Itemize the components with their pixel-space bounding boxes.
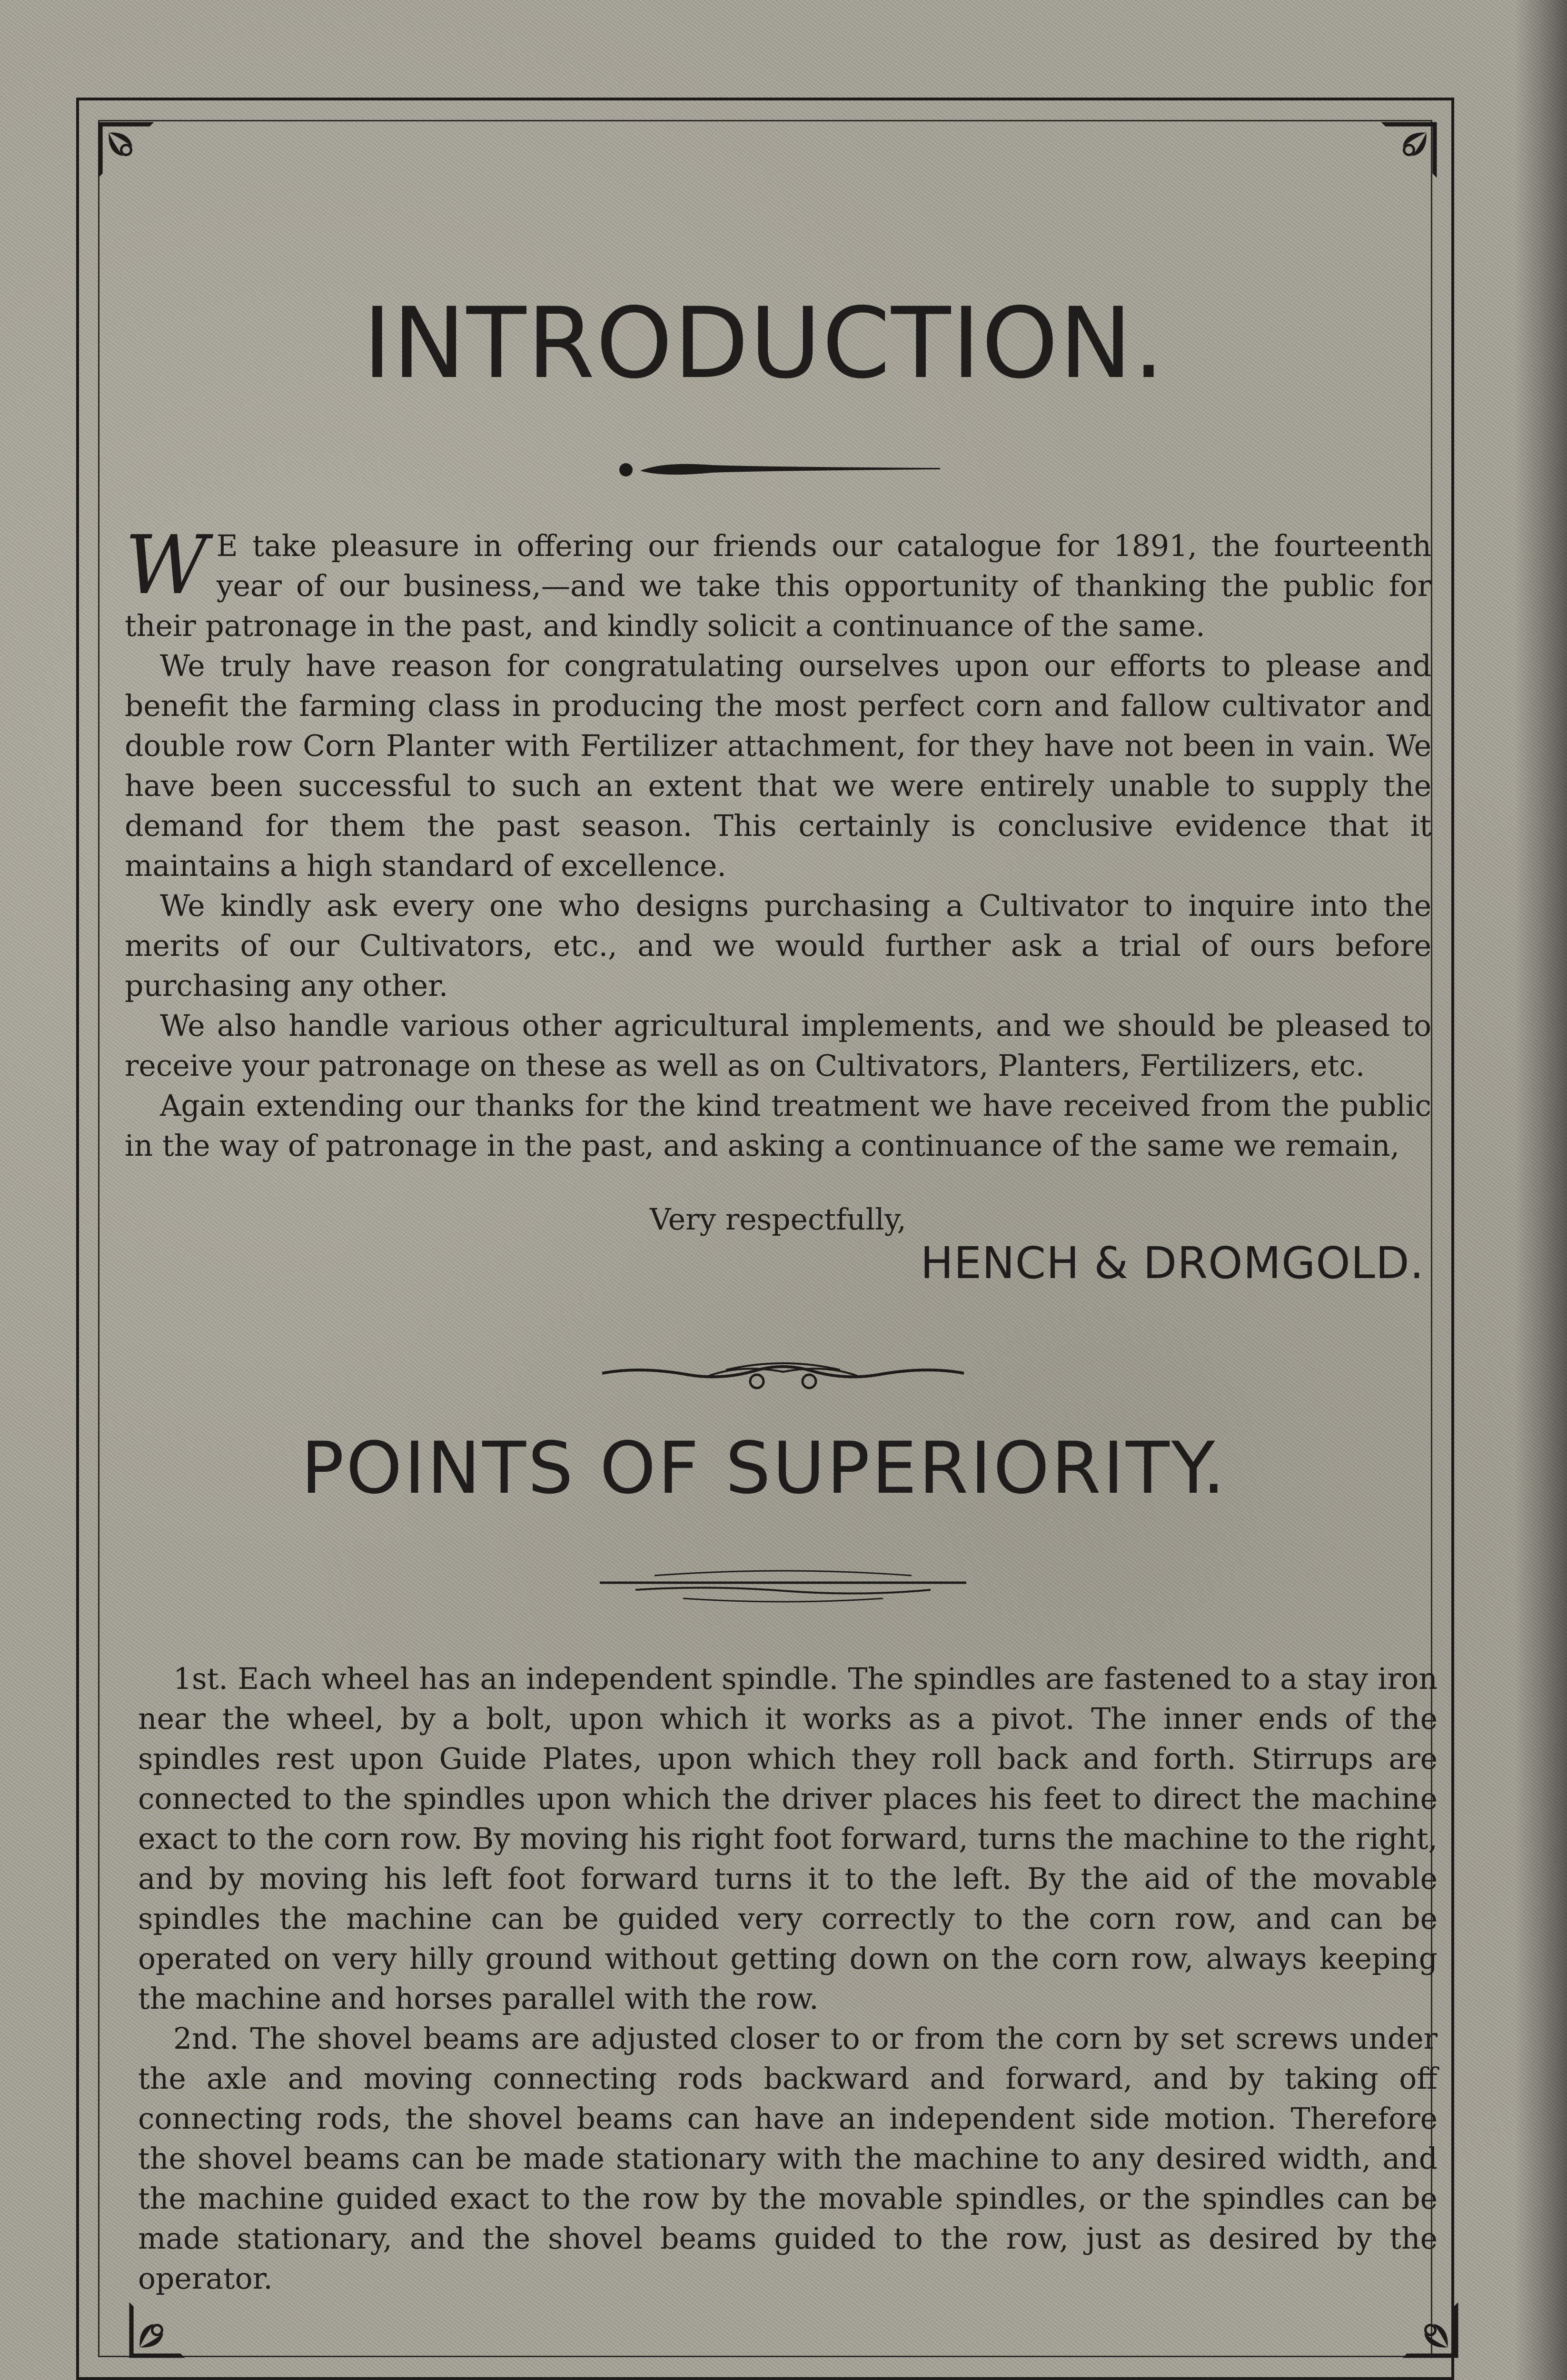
point-paragraph: 1st. Each wheel has an independent spindle. The spindles are fastened to a stay iron near the wheel, by a bolt, upon which it works as a pivot. The inner ends of the spindles rest upon Guide Plates, upon which they roll back and forth. Stirrups are connected to the spindles upon which the driver places his feet to direct the machine exact to the corn row. By moving his right foot forward, turns the machine to the right, and by moving his left foot forward turns it to the left. By the aid of the movable spindles the machine can be guided very correctly to the corn row, and can be operated on very hilly ground without getting down on the corn row, always keeping the machine and horses parallel with the row. bbox=[138, 1662, 1438, 2016]
points-body bbox=[138, 1659, 1438, 2299]
closing-line: Very respectfully, bbox=[650, 1202, 906, 1237]
corner-fleuron-icon bbox=[95, 119, 157, 181]
page-title: INTRODUCTION. bbox=[363, 287, 1165, 400]
corner-fleuron-icon bbox=[1378, 119, 1440, 181]
corner-fleuron-icon bbox=[1399, 2299, 1461, 2361]
drop-cap: W bbox=[125, 518, 208, 613]
intro-paragraph: We also handle various other agricultural implements, and we should be pleased to receive your patronage on these as well as on Cultivators, Planters, Fertilizers, etc. bbox=[125, 1009, 1431, 1083]
pen-nib-divider-icon bbox=[607, 455, 945, 483]
signature: HENCH & DROMGOLD. bbox=[920, 1238, 1424, 1289]
introduction-body bbox=[125, 518, 1431, 1166]
intro-paragraph: W E take pleasure in offering our friends our catalogue for 1891, the fourteenth year of our business,—and we take this opportunity of thanking the public for their patronage in the past, and kindly solicit a continuance of the same. bbox=[125, 518, 1431, 643]
intro-paragraph: We truly have reason for congratulating ourselves upon our efforts to please and benefit the farming class in producing the most perfect corn and fallow cultivator and double row Corn Planter with Fertilizer attachment, for they have not been in vain. We have been successful to such an extent that we were entirely unable to supply the demand for them the past season. This certainly is conclusive evidence that it maintains a high standard of excellence. bbox=[125, 649, 1431, 883]
scroll-flourish-icon bbox=[597, 1347, 969, 1399]
book-spine-shadow bbox=[1515, 0, 1567, 2380]
wave-rule-icon bbox=[597, 1561, 969, 1614]
intro-paragraph: Again extending our thanks for the kind treatment we have received from the public in the way of patronage in the past, and asking a continuance of the same we remain, bbox=[125, 1089, 1431, 1163]
section-title: POINTS OF SUPERIORITY. bbox=[301, 1427, 1227, 1510]
intro-paragraph: We kindly ask every one who designs purchasing a Cultivator to inquire into the merits of our Cultivators, etc., and we would further ask a trial of ours before purchasing any other. bbox=[125, 889, 1431, 1003]
corner-fleuron-icon bbox=[126, 2299, 188, 2361]
point-paragraph: 2nd. The shovel beams are adjusted closer to or from the corn by set screws under the axle and moving connecting rods backward and forward, and by taking off connecting rods, the shovel beams can have an independent side motion. Therefore the shovel beams can be made stationary with the machine to any desired width, and the machine guided exact to the row by the movable spindles, or the spindles can be made stationary, and the shovel beams guided to the row, just as desired by the operator. bbox=[138, 2022, 1438, 2296]
